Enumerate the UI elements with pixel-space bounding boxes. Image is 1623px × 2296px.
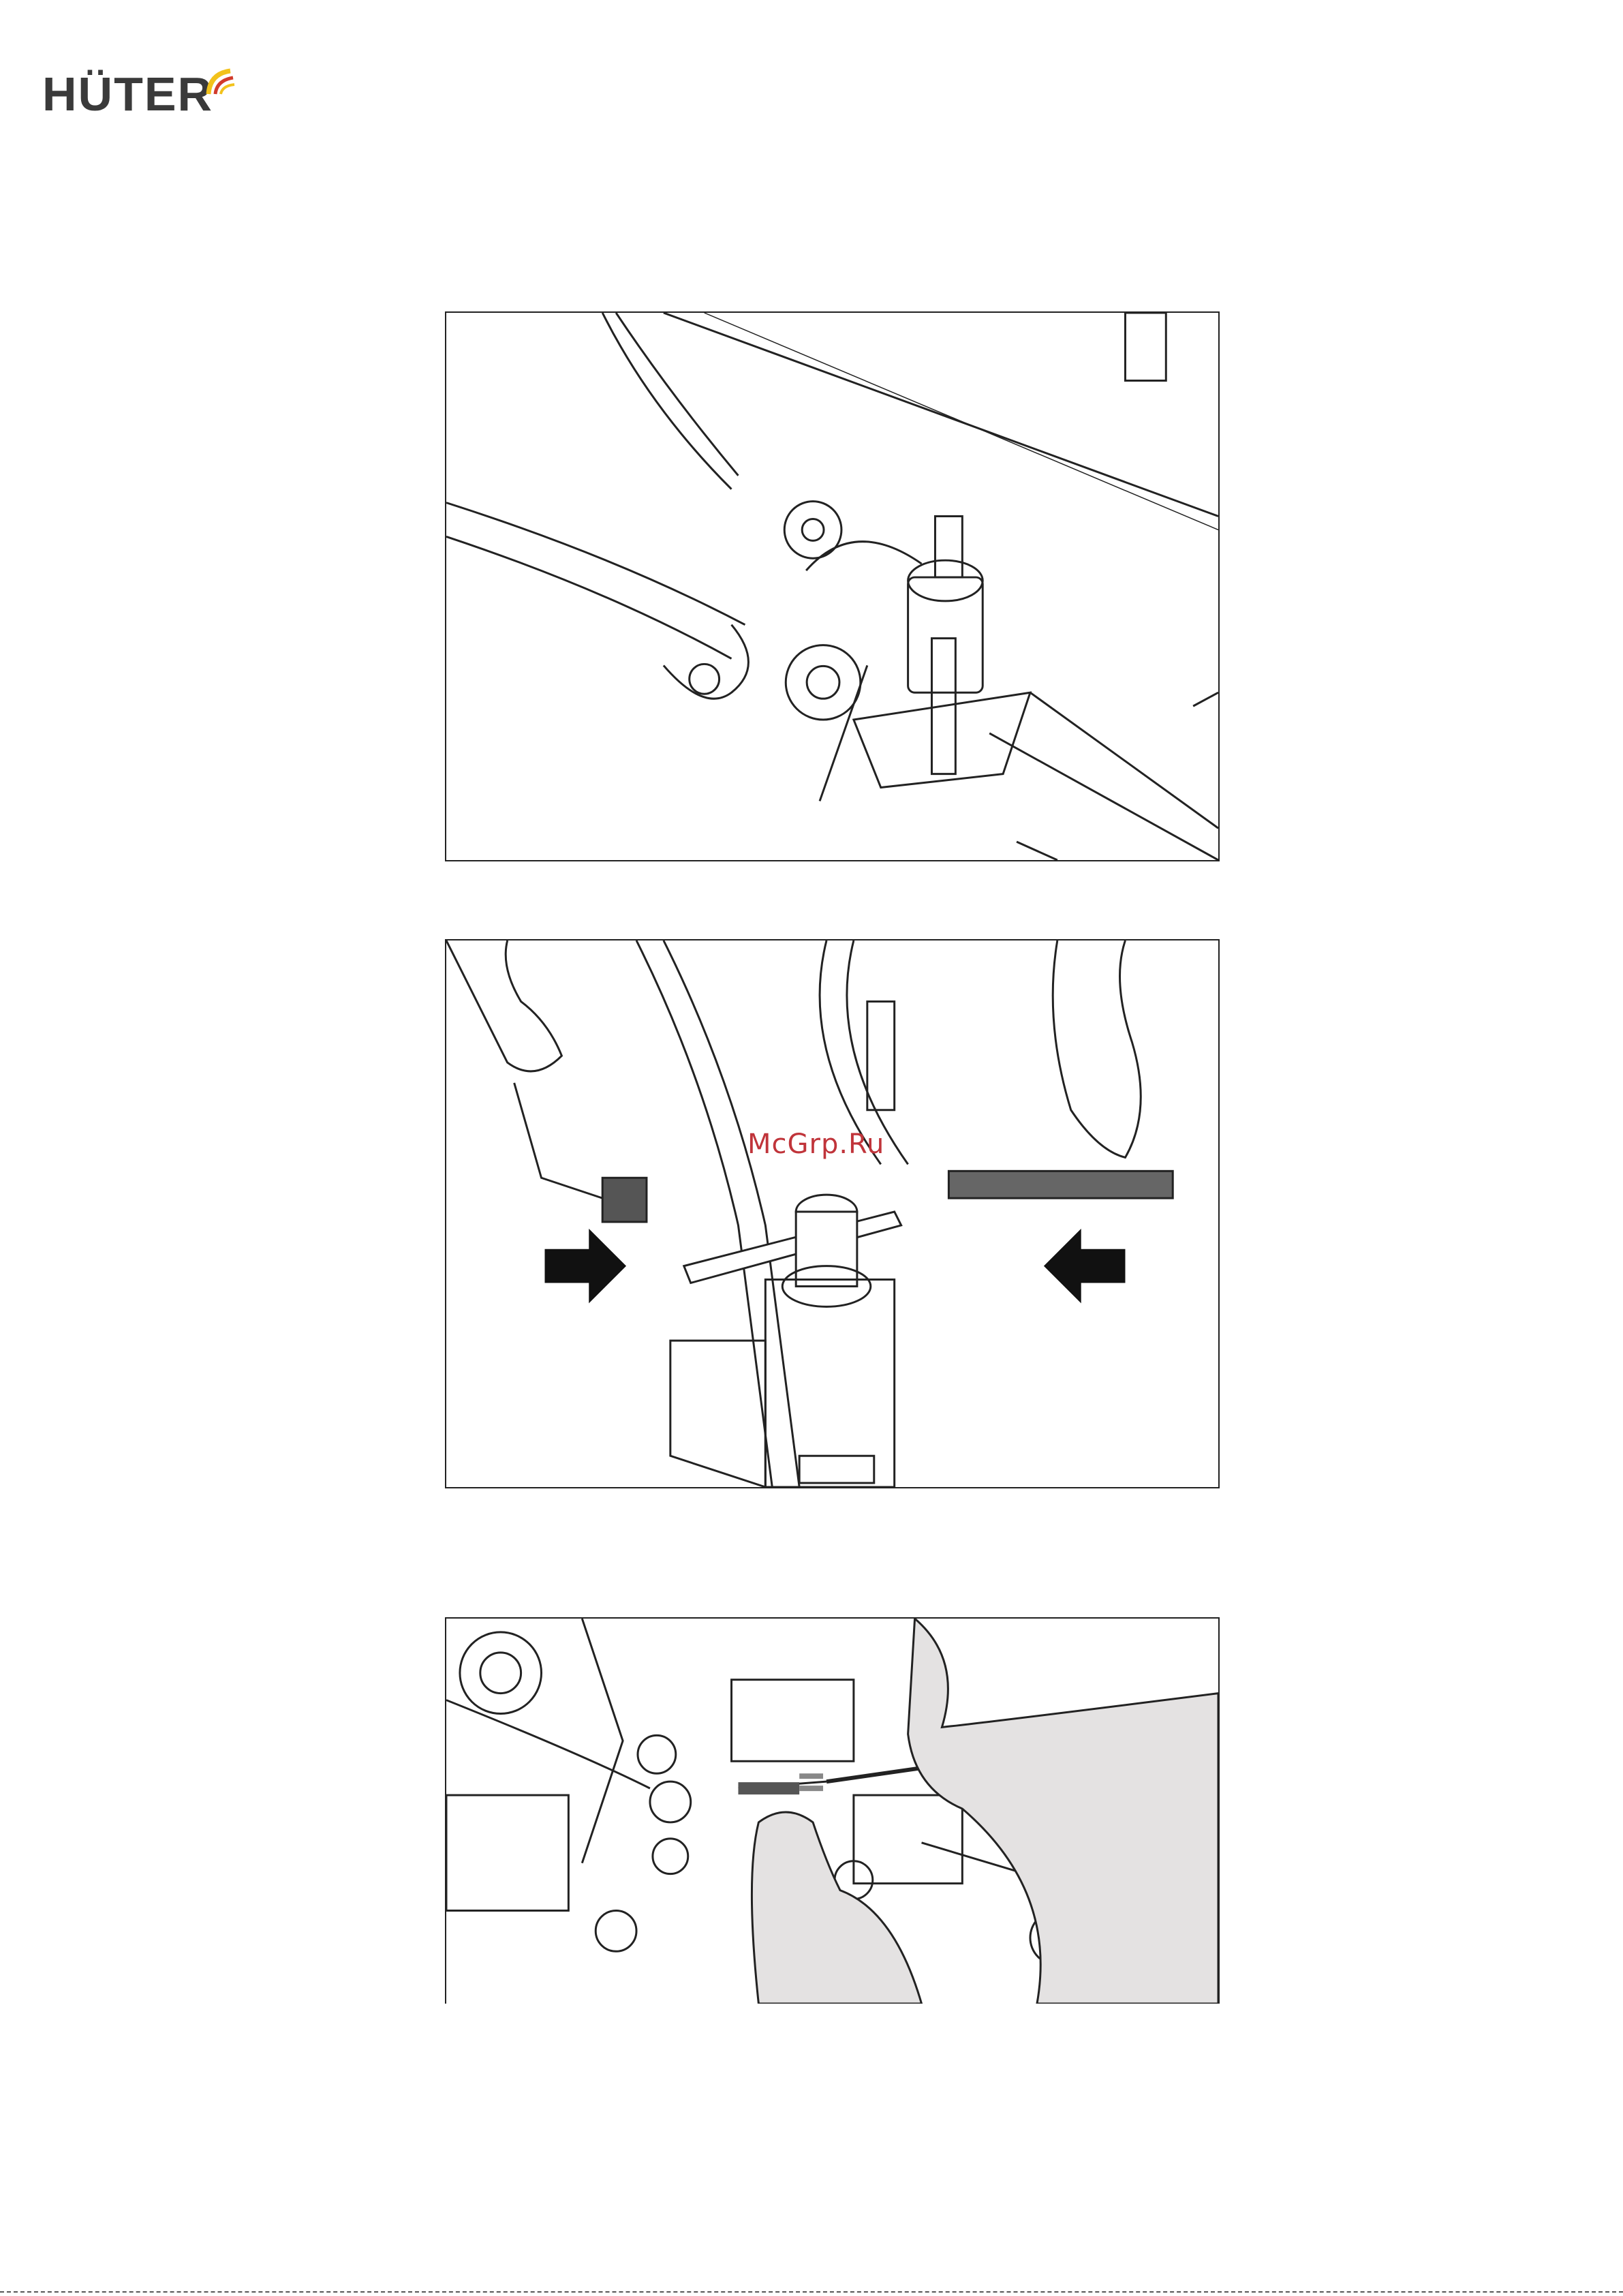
watermark-text: McGrp.Ru: [747, 1129, 885, 1160]
handle-bolt-assembly-illustration: [446, 940, 1218, 1487]
figure-handle-adjustment: [445, 311, 1220, 861]
page-bottom-rule: [0, 2291, 1623, 2293]
steering-handle-adjustment-illustration: [446, 313, 1218, 860]
sun-icon: [203, 67, 244, 101]
wire-connector-illustration: [446, 1619, 1218, 2004]
figure-wire-connector: [445, 1617, 1220, 2004]
figure-bolt-insertion: [445, 939, 1220, 1488]
brand-name: HÜTER: [42, 67, 214, 121]
